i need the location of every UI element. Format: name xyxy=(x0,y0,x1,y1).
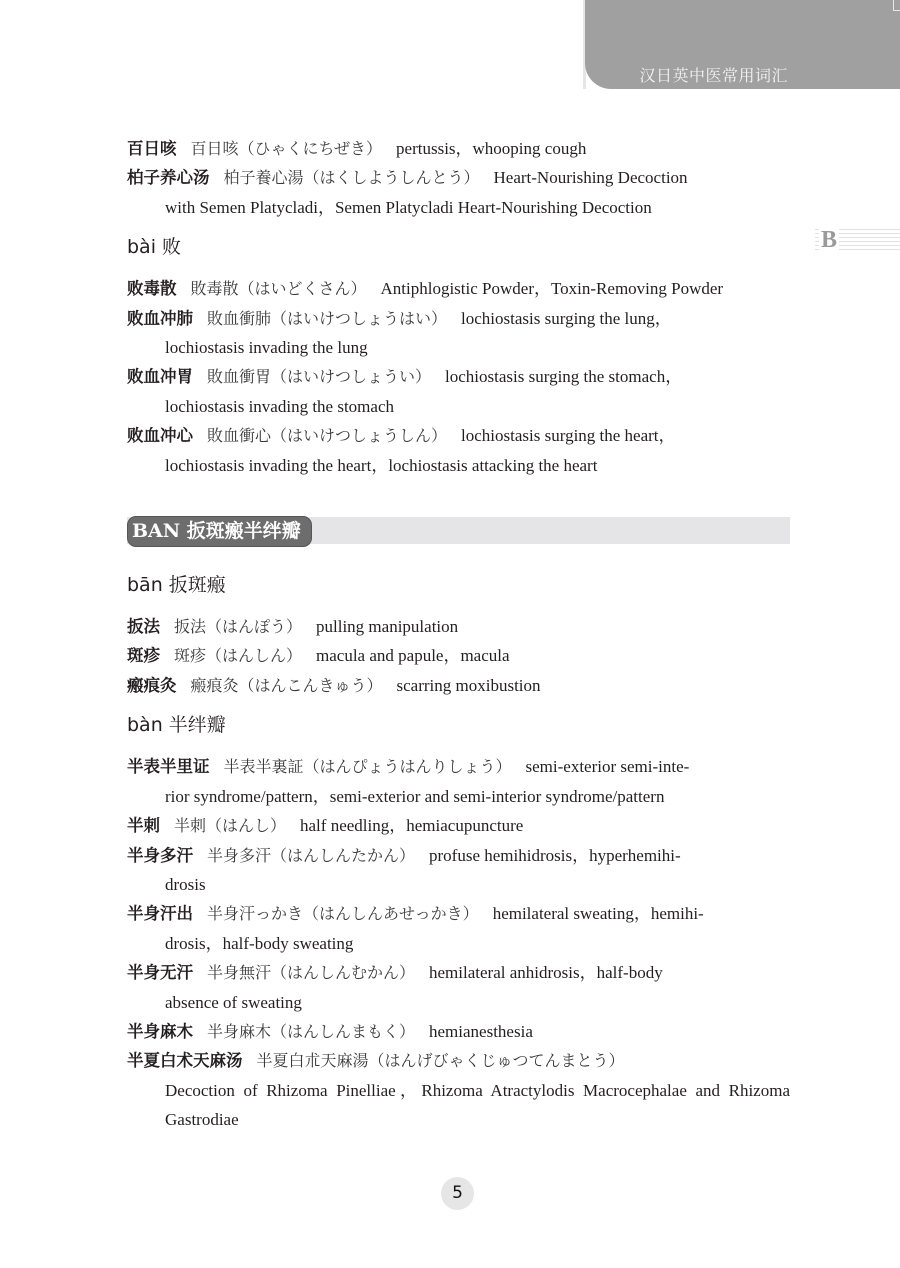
entry-continuation: with Semen Platycladi，Semen Platycladi Heart-Nourishing Decoction xyxy=(165,197,652,217)
entry-term: 百日咳 xyxy=(127,139,177,158)
dictionary-entry xyxy=(127,841,790,900)
entry-english: Heart-Nourishing Decoction xyxy=(493,168,688,188)
dictionary-entry xyxy=(127,899,790,958)
entry-japanese: 瘢痕灸（はんこんきゅう） xyxy=(190,675,383,695)
entry-term: 半身多汗 xyxy=(127,845,193,865)
entry-japanese: 半表半裏証（はんぴょうはんりしょう） xyxy=(223,757,512,777)
entry-term: 柏子养心汤 xyxy=(127,168,210,188)
entry-term: 败血冲肺 xyxy=(127,308,193,328)
entry-term: 败毒散 xyxy=(127,279,177,299)
dictionary-body xyxy=(127,134,790,1135)
section-banner-title: BAN 扳斑瘢半绊瓣 xyxy=(127,516,312,547)
entry-group xyxy=(127,134,790,222)
entry-term: 半身麻木 xyxy=(127,1021,193,1041)
entry-group xyxy=(127,234,790,480)
dictionary-entry xyxy=(127,304,790,363)
entry-english: profuse hemihidrosis，hyperhemihi- xyxy=(429,845,681,865)
entry-group xyxy=(127,712,790,1134)
entry-english: half needling，hemiacupuncture xyxy=(300,816,524,836)
entry-term: 半刺 xyxy=(127,816,160,836)
thumb-index-letter: B xyxy=(821,227,838,253)
entry-japanese: 半夏白朮天麻湯（はんげびゃくじゅつてんまとう） xyxy=(256,1051,625,1071)
pinyin-heading: bàn 半绊瓣 xyxy=(127,714,226,737)
entry-english: hemilateral anhidrosis，half-body xyxy=(429,963,663,983)
entry-continuation: drosis xyxy=(165,874,206,894)
entry-japanese: 半身麻木（はんしんまもく） xyxy=(207,1021,416,1041)
entry-continuation: lochiostasis invading the stomach xyxy=(165,396,394,416)
entry-continuation: absence of sweating xyxy=(165,992,302,1012)
entry-continuation: lochiostasis invading the heart，lochiostasis attacking the heart xyxy=(165,455,598,475)
entry-term: 半夏白术天麻汤 xyxy=(127,1051,243,1071)
dictionary-entry xyxy=(127,641,790,670)
dictionary-entry xyxy=(127,163,790,222)
entry-japanese: 扳法（はんぽう） xyxy=(174,617,303,637)
dictionary-entry xyxy=(127,1017,790,1046)
entry-continuation: lochiostasis invading the lung xyxy=(165,338,368,358)
entry-japanese: 柏子養心湯（はくしようしんとう） xyxy=(223,168,480,188)
dictionary-entry xyxy=(127,421,790,480)
entry-japanese: 半身多汗（はんしんたかん） xyxy=(207,845,416,865)
entry-japanese: 半身汗っかき（はんしんあせっかき） xyxy=(207,904,479,924)
entry-english: lochiostasis surging the heart， xyxy=(461,426,676,446)
entry-continuation: drosis，half-body sweating xyxy=(165,933,354,953)
entry-japanese: 敗血衝心（はいけつしょうしん） xyxy=(207,426,448,446)
entry-group xyxy=(127,572,790,700)
entry-term: 半身无汗 xyxy=(127,963,193,983)
entry-english: hemianesthesia xyxy=(429,1021,533,1041)
entry-japanese: 敗血衝肺（はいけつしょうはい） xyxy=(207,308,448,328)
entry-english: macula and papule，macula xyxy=(316,646,510,666)
dictionary-entry xyxy=(127,1046,790,1134)
entry-term: 半身汗出 xyxy=(127,904,193,924)
running-header-title: 汉日英中医常用词汇 xyxy=(639,66,788,85)
entry-term: 斑疹 xyxy=(127,646,160,666)
dictionary-entry xyxy=(127,671,790,700)
entry-japanese: 半身無汗（はんしんむかん） xyxy=(207,963,416,983)
section-banner xyxy=(127,516,790,546)
entry-continuation: Decoction of Rhizoma Pinelliae，Rhizoma Atractylodis Macrocephalae and Rhizoma Gastrodiae xyxy=(165,1080,790,1130)
entry-english: pertussis，whooping cough xyxy=(396,139,587,158)
entry-english: Antiphlogistic Powder，Toxin-Removing Powder xyxy=(380,279,724,299)
entry-term: 瘢痕灸 xyxy=(127,675,177,695)
entry-english: pulling manipulation xyxy=(316,617,459,637)
running-header xyxy=(585,0,900,89)
entry-english: lochiostasis surging the lung， xyxy=(461,308,672,328)
entry-term: 败血冲心 xyxy=(127,426,193,446)
entry-japanese: 斑疹（はんしん） xyxy=(174,646,303,666)
entry-term: 败血冲胃 xyxy=(127,367,193,387)
dictionary-entry xyxy=(127,958,790,1017)
entry-japanese: 敗毒散（はいどくさん） xyxy=(190,279,367,299)
pinyin-heading: bài 败 xyxy=(127,236,182,259)
entry-english: scarring moxibustion xyxy=(396,675,541,695)
entry-term: 半表半里证 xyxy=(127,757,210,777)
entry-japanese: 敗血衝胃（はいけつしょうい） xyxy=(207,367,432,387)
entry-english: hemilateral sweating，hemihi- xyxy=(492,904,704,924)
entry-japanese: 百日咳（ひゃくにちぜき） xyxy=(190,139,383,158)
entry-continuation: rior syndrome/pattern，semi-exterior and semi-interior syndrome/pattern xyxy=(165,786,665,806)
dictionary-entry xyxy=(127,752,790,811)
dictionary-entry xyxy=(127,362,790,421)
dictionary-entry xyxy=(127,612,790,641)
entry-japanese: 半刺（はんし） xyxy=(174,816,287,836)
dictionary-entry xyxy=(127,811,790,840)
entry-english: semi-exterior semi-inte- xyxy=(525,757,690,777)
entry-term: 扳法 xyxy=(127,617,160,637)
page-number: 5 xyxy=(441,1177,474,1210)
pinyin-heading: bān 扳斑瘢 xyxy=(127,574,226,597)
entry-english: lochiostasis surging the stomach， xyxy=(445,367,683,387)
dictionary-entry xyxy=(127,134,790,163)
dictionary-entry xyxy=(127,274,790,303)
